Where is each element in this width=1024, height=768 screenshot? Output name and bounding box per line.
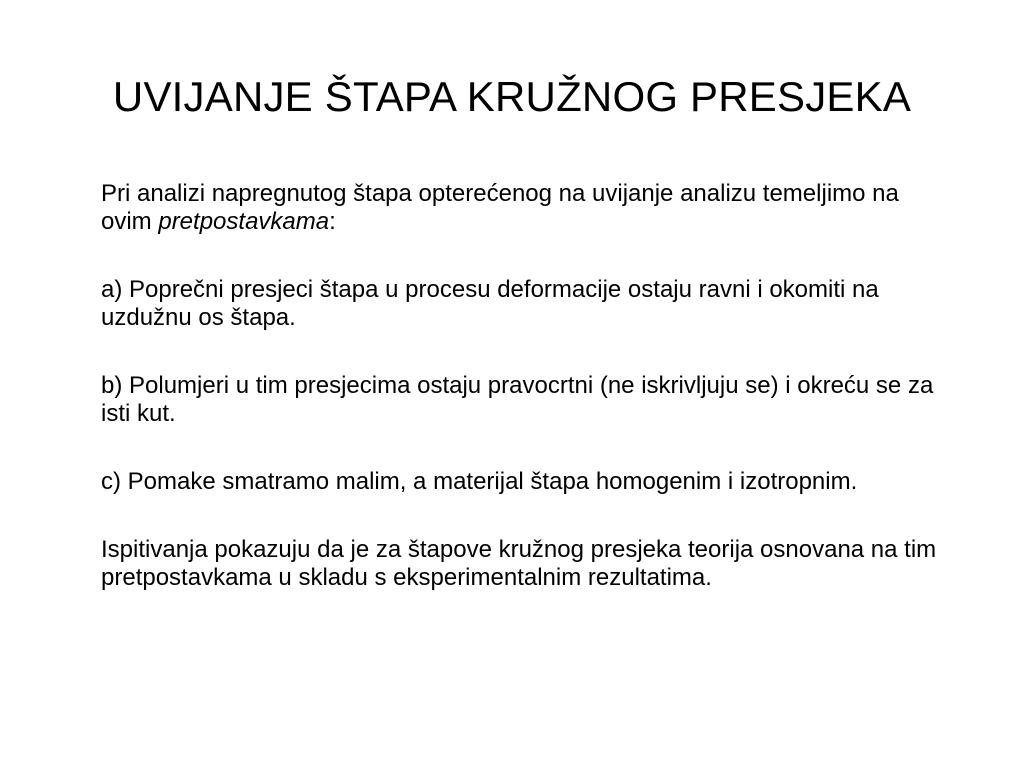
assumption-b: b) Polumjeri u tim presjecima ostaju pravocrtni (ne iskrivljuju se) i okreću se za isti kut. — [101, 372, 934, 427]
intro-emphasis: pretpostavkama — [158, 208, 330, 235]
intro-colon: : — [329, 208, 336, 235]
slide-title: UVIJANJE ŠTAPA KRUŽNOG PRESJEKA — [112, 73, 912, 120]
intro-text: Pri analizi napregnutog štapa opterećenog na uvijanje analizu temeljimo na ovim — [101, 180, 899, 235]
intro-paragraph — [101, 180, 941, 236]
assumption-a: a) Poprečni presjeci štapa u procesu deformacije ostaju ravni i okomiti na uzdužnu os štapa. — [101, 276, 879, 331]
assumption-c: c) Pomake smatramo malim, a materijal štapa homogenim i izotropnim. — [101, 468, 858, 495]
conclusion-paragraph: Ispitivanja pokazuju da je za štapove kružnog presjeka teorija osnovana na tim pretpostavkama u skladu s eksperimentalnim rezultatima. — [101, 536, 937, 591]
slide-body — [101, 180, 941, 592]
